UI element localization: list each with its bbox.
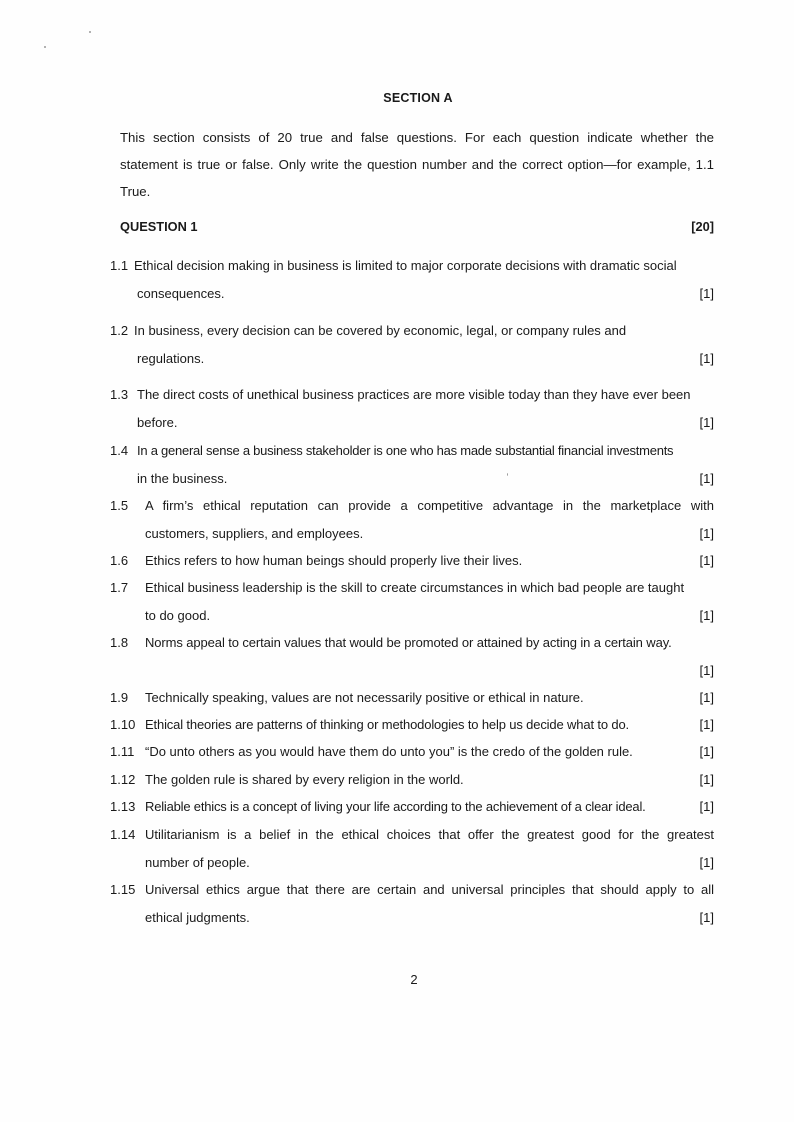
item-number: 1.4 [110,443,129,458]
item-mark: [1] [699,663,714,678]
question-item [110,876,714,932]
item-number: 1.15 [110,882,136,897]
item-text-continued: regulations. [137,351,205,366]
item-text: In a general sense a business stakeholder is one who has made substantial financial investments [137,443,674,458]
item-mark: [1] [699,799,714,814]
section-title: SECTION A [383,91,453,105]
item-text: “Do unto others as you would have them do unto you” is the credo of the golden rule. [145,744,633,759]
item-mark: [1] [699,690,714,705]
item-number: 1.5 [110,498,129,513]
item-text: Technically speaking, values are not necessarily positive or ethical in nature. [145,690,584,705]
item-text: Utilitarianism is a belief in the ethical choices that offer the greatest good for the greatest [145,827,714,842]
question-item [110,574,714,630]
item-mark: [1] [699,772,714,787]
question-item [110,711,714,739]
item-mark: [1] [699,608,714,623]
item-mark: [1] [699,910,714,925]
item-number: 1.10 [110,717,136,732]
item-text: Ethical theories are patterns of thinking or methodologies to help us decide what to do. [145,717,629,732]
page-number: 2 [410,972,418,987]
item-number: 1.11 [110,744,135,759]
item-mark: [1] [699,526,714,541]
question-item [110,629,714,685]
item-text-continued: customers, suppliers, and employees. [145,526,364,541]
item-number: 1.12 [110,772,136,787]
item-text: Ethical business leadership is the skill to create circumstances in which bad people are taught [145,580,685,595]
item-text-continued: consequences. [137,286,225,301]
item-text-continued: before. [137,415,178,430]
question-item [110,684,714,712]
item-number: 1.2 [110,323,129,338]
item-text: Ethics refers to how human beings should properly live their lives. [145,553,523,568]
item-text: Reliable ethics is a concept of living your life according to the achievement of a clear ideal. [145,799,646,814]
item-mark: [1] [699,744,714,759]
item-mark: [1] [699,855,714,870]
question-heading [120,219,714,234]
item-text: Ethical decision making in business is limited to major corporate decisions with dramatic social [134,258,677,273]
item-mark: [1] [699,471,714,486]
scan-speck [89,31,91,33]
item-text-continued: ethical judgments. [145,910,250,925]
question-item [110,252,714,308]
item-mark: [1] [699,553,714,568]
item-number: 1.3 [110,387,129,402]
question-item [110,492,714,548]
item-number: 1.6 [110,553,129,568]
item-mark: [1] [699,286,714,301]
item-number: 1.8 [110,635,129,650]
item-text-continued: to do good. [145,608,211,623]
question-item [110,738,714,766]
item-number: 1.13 [110,799,136,814]
item-text: The direct costs of unethical business practices are more visible today than they have ever been [137,387,691,402]
item-text: Norms appeal to certain values that would be promoted or attained by acting in a certain way. [145,635,672,650]
item-text-continued: number of people. [145,855,250,870]
item-text: A firm’s ethical reputation can provide a competitive advantage in the marketplace with [145,498,714,513]
question-item [110,793,714,821]
question-item [110,437,714,493]
question-total-marks: [20] [691,219,714,234]
question-item [110,317,714,373]
question-item [110,766,714,794]
item-mark: [1] [699,351,714,366]
question-item [110,821,714,877]
item-text: In business, every decision can be covered by economic, legal, or company rules and [134,323,627,338]
item-mark: [1] [699,717,714,732]
question-item [110,381,714,437]
item-number: 1.7 [110,580,129,595]
question-title: QUESTION 1 [120,219,198,234]
item-number: 1.1 [110,258,129,273]
question-item [110,547,714,575]
item-mark: [1] [699,415,714,430]
section-instructions: This section consists of 20 true and false questions. For each question indicate whether the statement is true or false. Only write the question number and the correct option—for example, 1.1 True. [120,130,714,199]
item-text: The golden rule is shared by every religion in the world. [145,772,464,787]
item-number: 1.9 [110,690,129,705]
item-text-continued: in the business. [137,471,228,486]
item-number: 1.14 [110,827,136,842]
scan-speck [44,46,46,48]
item-text: Universal ethics argue that there are certain and universal principles that should apply to all [145,882,714,897]
